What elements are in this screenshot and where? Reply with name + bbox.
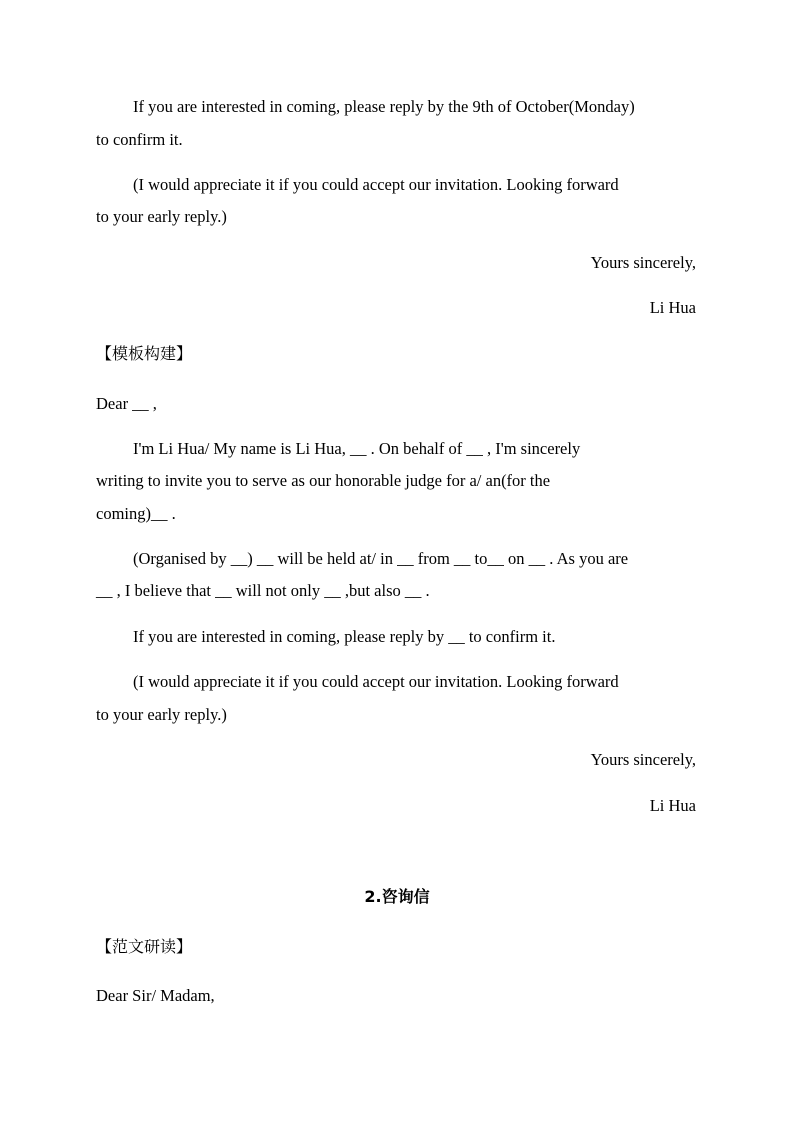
template-closing: Yours sincerely,	[590, 750, 696, 769]
template-paragraph-line: I'm Li Hua/ My name is Li Hua, __ . On behalf of __ , I'm sincerely	[133, 439, 581, 458]
letter1-paragraph-line: to your early reply.)	[96, 207, 227, 226]
template-heading: 【模板构建】	[96, 344, 193, 363]
template-paragraph-line: (Organised by __) __ will be held at/ in __ from __ to__ on __ . As you are	[133, 549, 629, 568]
letter1-closing: Yours sincerely,	[590, 253, 696, 272]
template-paragraph-line: to your early reply.)	[96, 705, 227, 724]
template-signature: Li Hua	[649, 796, 696, 815]
template-paragraph-line: coming)__ .	[96, 504, 176, 523]
letter1-paragraph-line: (I would appreciate it if you could accept our invitation. Looking forward	[133, 175, 619, 194]
section-title: 2.咨询信	[364, 887, 430, 906]
template-paragraph-line: __ , I believe that __ will not only __ ,but also __ .	[96, 581, 430, 600]
template-paragraph-line: (I would appreciate it if you could accept our invitation. Looking forward	[133, 672, 619, 691]
section-heading: 【范文研读】	[96, 937, 193, 956]
letter1-paragraph-line: If you are interested in coming, please reply by the 9th of October(Monday)	[133, 97, 635, 116]
letter1-paragraph-line: to confirm it.	[96, 130, 183, 149]
template-paragraph-line: writing to invite you to serve as our honorable judge for a/ an(for the	[96, 471, 551, 490]
template-salutation: Dear __ ,	[96, 394, 157, 413]
letter1-signature: Li Hua	[649, 298, 696, 317]
section-salutation: Dear Sir/ Madam,	[96, 986, 215, 1005]
template-paragraph-line: If you are interested in coming, please reply by __ to confirm it.	[133, 627, 556, 646]
